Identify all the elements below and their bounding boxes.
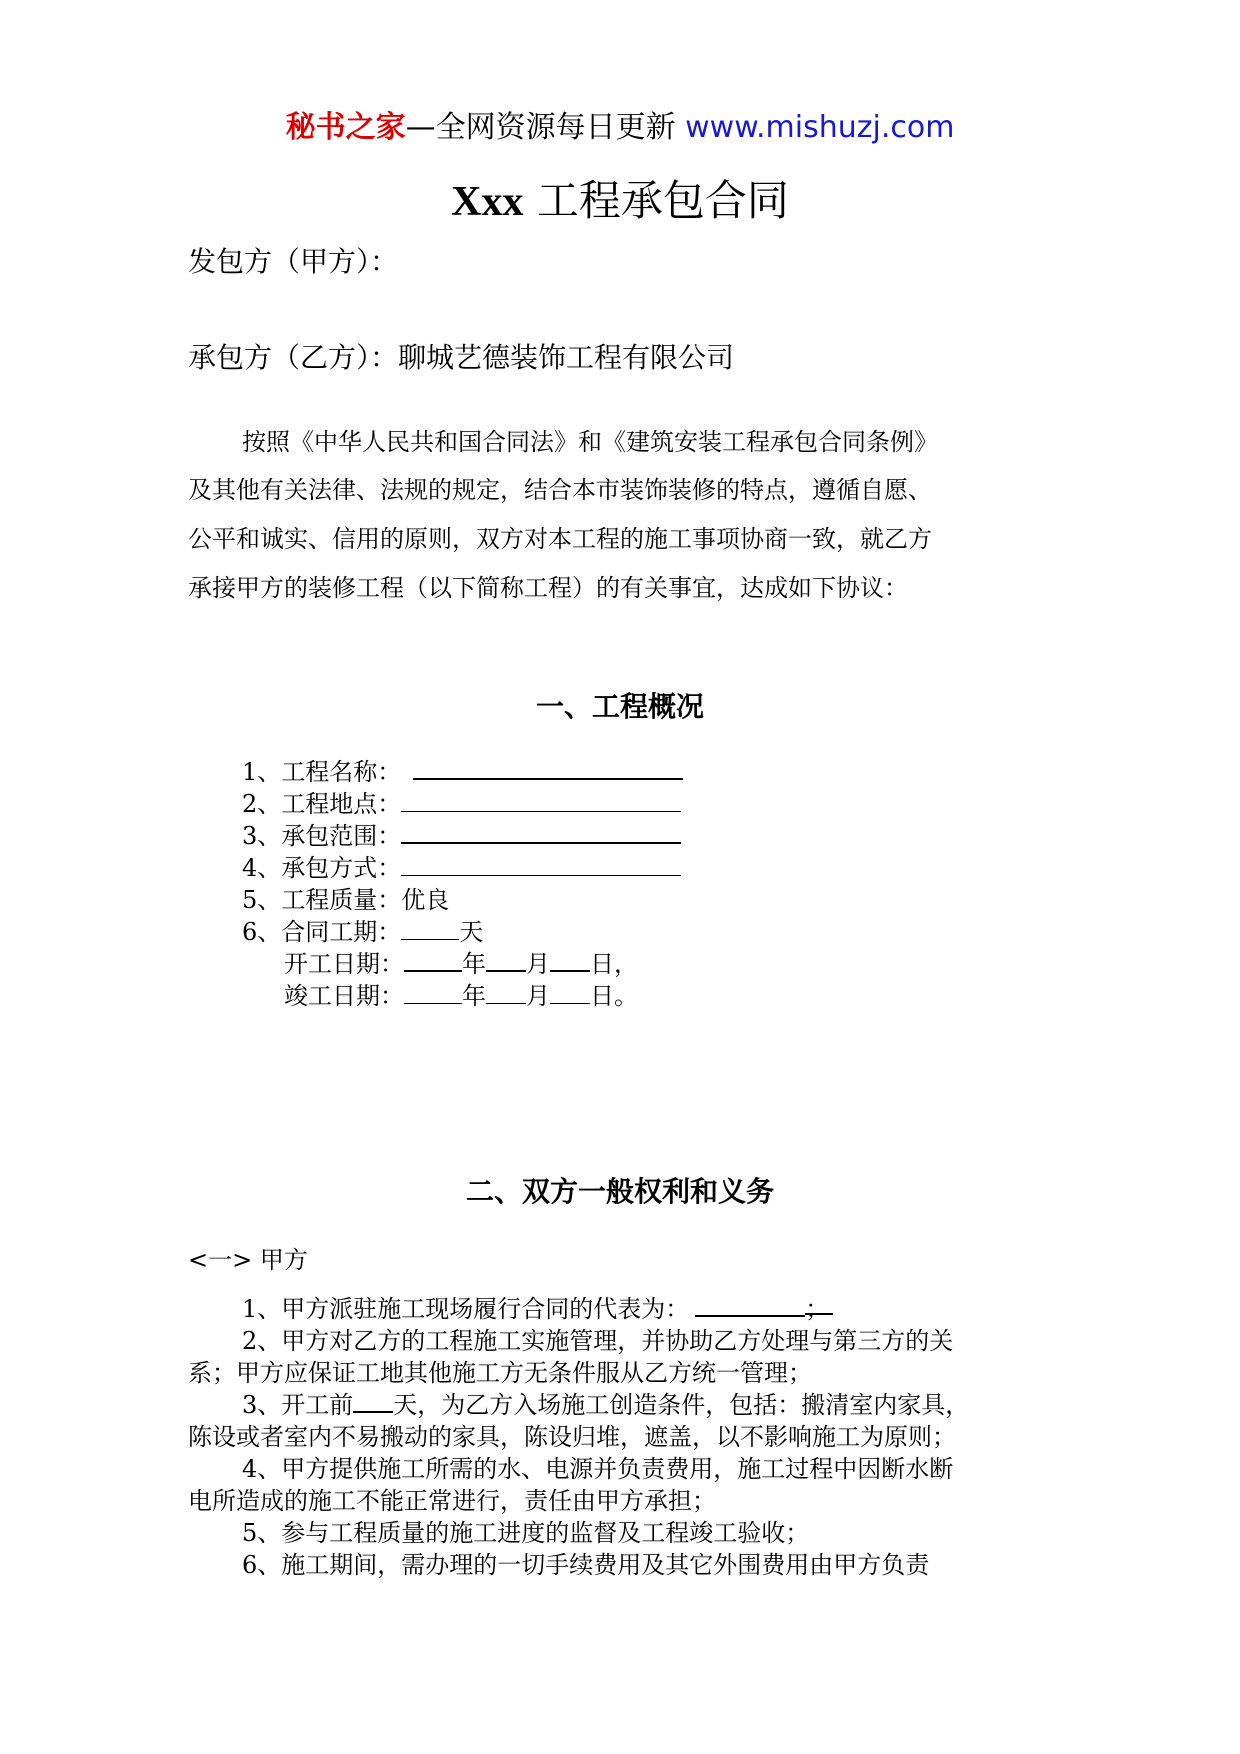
- banner-brand: 秘书之家: [285, 110, 406, 145]
- intro-line-4: 承接甲方的装修工程（以下简称工程）的有关事宜，达成如下协议：: [188, 574, 908, 602]
- duty-line-5: 5、参与工程质量的施工进度的监督及工程竣工验收；: [242, 1519, 810, 1547]
- duty-line-4a: 4、甲方提供施工所需的水、电源并负责费用，施工过程中因断水断: [242, 1455, 954, 1483]
- intro-line-2: 及其他有关法律、法规的规定，结合本市装饰装修的特点，遵循自愿、: [188, 476, 932, 504]
- duty-line-2a: 2、甲方对乙方的工程施工实施管理，并协助乙方处理与第三方的关: [242, 1327, 954, 1355]
- intro-line-3: 公平和诚实、信用的原则，双方对本工程的施工事项协商一致，就乙方: [188, 525, 932, 553]
- item-start-date: 开工日期： 年 月 日，: [284, 944, 638, 979]
- duty-line-3b: 陈设或者室内不易搬动的家具，陈设归堆，遮盖，以不影响施工为原则；: [188, 1423, 956, 1451]
- item-method: 4、承包方式：: [242, 848, 681, 883]
- party-b: 承包方（乙方）：聊城艺德装饰工程有限公司: [188, 341, 735, 374]
- banner-slogan: —全网资源每日更新: [405, 110, 676, 145]
- blank-representative[interactable]: [695, 1291, 805, 1317]
- party-a-subheading: <一> 甲方: [188, 1246, 308, 1274]
- section1-heading: 一、工程概况: [535, 690, 704, 723]
- duty-line-2b: 系；甲方应保证工地其他施工方无条件服从乙方统一管理；: [188, 1359, 812, 1387]
- blank-start-year[interactable]: [404, 946, 462, 972]
- blank-days-before-start[interactable]: [353, 1387, 393, 1413]
- duty-line-4b: 电所造成的施工不能正常进行，责任由甲方承担；: [188, 1487, 716, 1515]
- blank-end-year[interactable]: [404, 979, 462, 1004]
- title-cjk: 工程承包合同: [536, 176, 789, 225]
- blank-start-month[interactable]: [486, 946, 526, 972]
- duty-line-1: 1、甲方派驻施工现场履行合同的代表为： ；: [242, 1289, 833, 1324]
- intro-line-1: 按照《中华人民共和国合同法》和《建筑安装工程承包合同条例》: [242, 428, 938, 456]
- party-a: 发包方（甲方）：: [188, 245, 399, 278]
- duty-line-3a: 3、开工前 天，为乙方入场施工创造条件，包括：搬清室内家具，: [242, 1385, 969, 1420]
- item-project-location: 2、工程地点：: [242, 784, 681, 819]
- duty-line-6: 6、施工期间，需办理的一切手续费用及其它外围费用由甲方负责: [242, 1551, 930, 1579]
- blank-project-name[interactable]: [413, 754, 683, 780]
- item-end-date: 竣工日期： 年 月 日。: [284, 976, 638, 1011]
- blank-project-location[interactable]: [401, 787, 681, 812]
- blank-method[interactable]: [401, 851, 681, 876]
- site-banner: [0, 102, 1240, 146]
- blank-start-day[interactable]: [550, 946, 590, 972]
- item-period: 6、合同工期： 天: [242, 912, 483, 947]
- item-quality: 5、工程质量：优良: [242, 886, 450, 914]
- document-title: [0, 168, 1240, 228]
- blank-period-days[interactable]: [401, 915, 459, 940]
- item-project-name: 1、工程名称：: [242, 752, 683, 787]
- banner-url[interactable]: www.mishuzj.com: [685, 110, 955, 145]
- blank-end-day[interactable]: [550, 979, 590, 1004]
- title-latin: Xxx: [451, 179, 524, 225]
- item-scope: 3、承包范围：: [242, 816, 681, 851]
- blank-end-month[interactable]: [486, 979, 526, 1004]
- blank-scope[interactable]: [401, 818, 681, 844]
- section2-heading: 二、双方一般权利和义务: [465, 1175, 774, 1208]
